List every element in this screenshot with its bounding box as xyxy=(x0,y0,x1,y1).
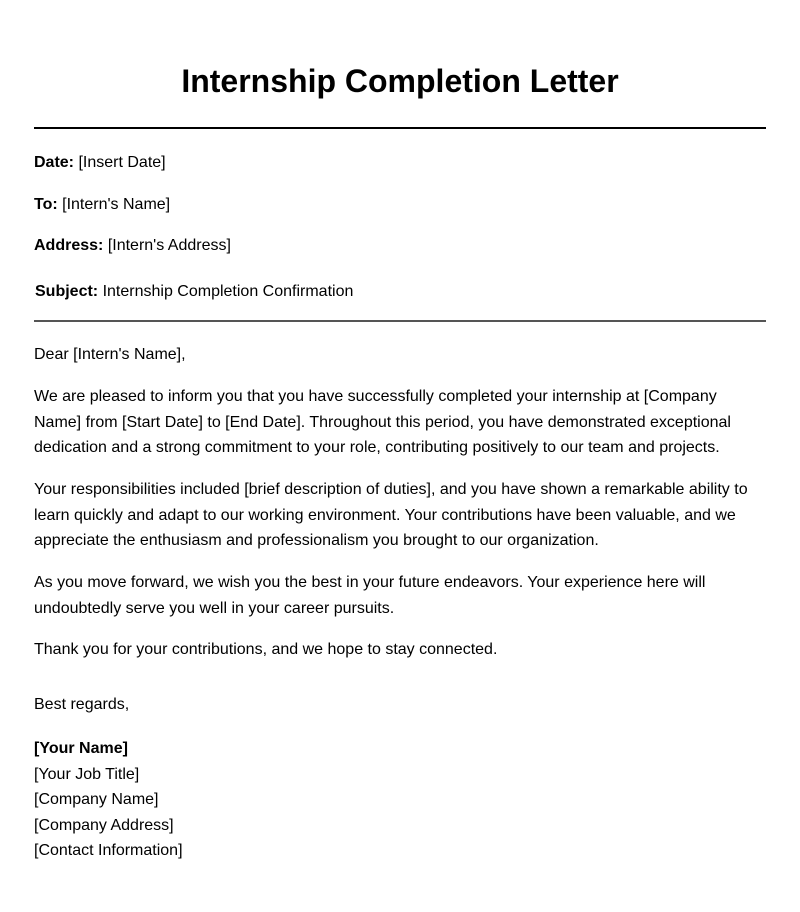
subject-field xyxy=(35,282,353,302)
salutation: Dear [Intern's Name], xyxy=(34,346,186,363)
address-value: [Intern's Address] xyxy=(107,237,231,254)
body-paragraph-2: Your responsibilities included [brief description of duties], and you have shown a remarkable ability to learn quickly and adapt to our working environment. Your contributions have been valuable, and we appreciate the enthusiasm and professionalism you brought to our organization. xyxy=(34,481,748,549)
section-divider xyxy=(34,320,766,322)
address-label: Address: xyxy=(34,237,104,254)
signature-company-address: [Company Address] xyxy=(34,816,174,834)
body-paragraph-1: We are pleased to inform you that you have successfully completed your internship at [Company Name] from [Start Date] to [End Date]. Throughout this period, you have demonstrated exceptional dedication and a strong commitment to your role, contributing positively to our team and projects. xyxy=(34,388,731,456)
subject-label: Subject: xyxy=(35,283,99,300)
signature-contact: [Contact Information] xyxy=(34,842,183,859)
to-value: [Intern's Name] xyxy=(62,196,171,213)
body-paragraph-4: Thank you for your contributions, and we hope to stay connected. xyxy=(34,641,498,658)
date-value: [Insert Date] xyxy=(78,154,166,171)
subject-value: Internship Completion Confirmation xyxy=(102,283,354,300)
signature-name: [Your Name] xyxy=(34,740,128,757)
signature-block xyxy=(34,736,183,864)
closing: Best regards, xyxy=(34,696,130,713)
date-label: Date: xyxy=(34,154,75,171)
signature-job-title: [Your Job Title] xyxy=(34,765,140,783)
to-field xyxy=(34,195,170,215)
body-paragraph-3: As you move forward, we wish you the best in your future endeavors. Your experience here will undoubtedly serve you well in your career pursuits. xyxy=(34,574,706,617)
signature-company: [Company Name] xyxy=(34,791,159,808)
address-field xyxy=(34,236,231,256)
date-field xyxy=(34,153,166,173)
page-title: Internship Completion Letter xyxy=(181,63,619,99)
header-divider xyxy=(34,127,766,129)
to-label: To: xyxy=(34,196,58,213)
